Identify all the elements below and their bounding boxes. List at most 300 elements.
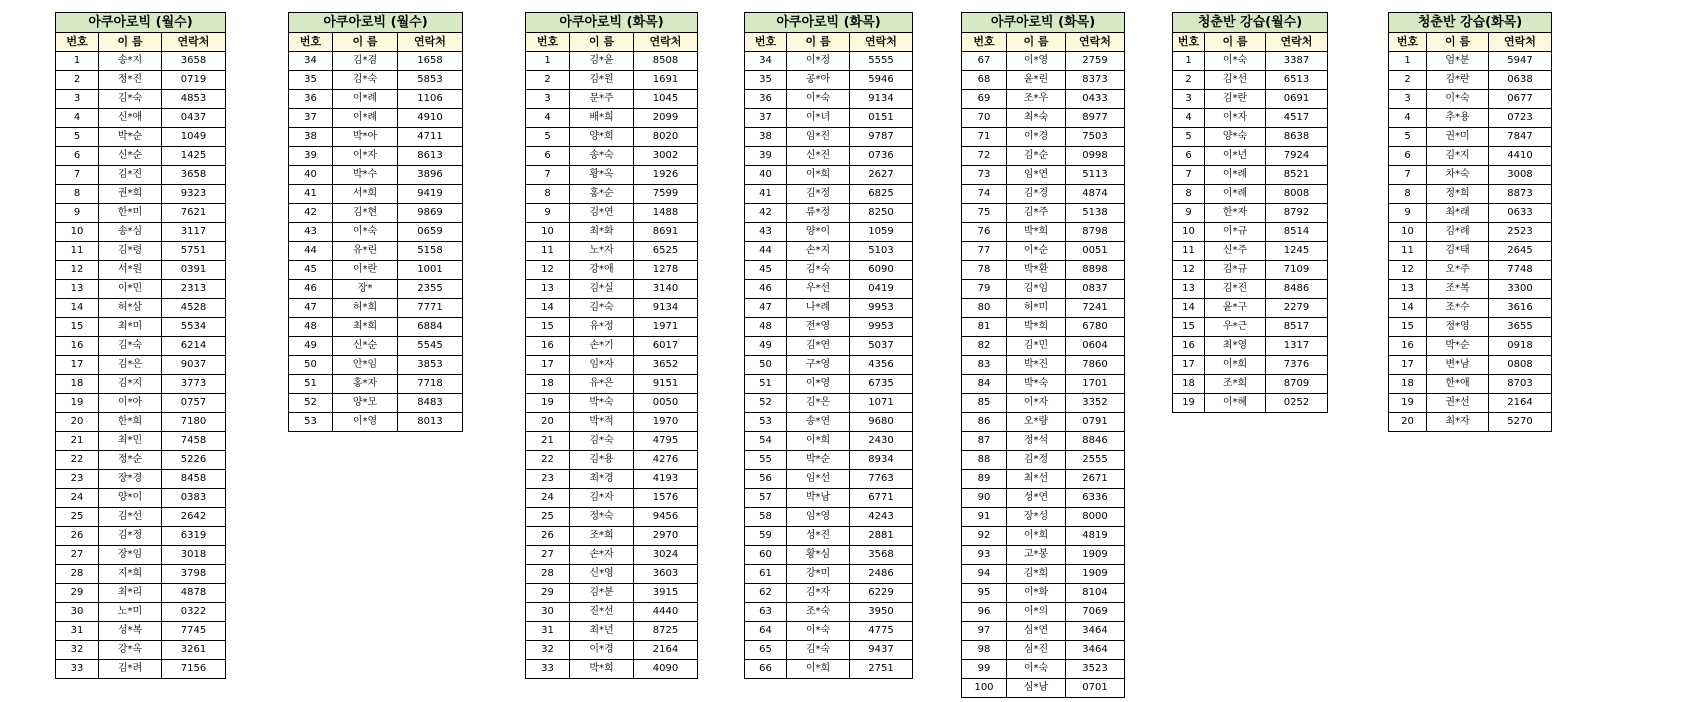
cell-number: 45 [745,261,787,280]
cell-phone: 9037 [162,356,226,375]
cell-phone: 2164 [1489,394,1552,413]
table-row [1173,90,1328,109]
cell-phone: 3658 [162,52,226,71]
cell-number: 20 [56,413,99,432]
cell-name: 추*용 [1427,109,1489,128]
cell-phone: 4090 [634,660,698,679]
cell-name: 박*환 [1007,261,1066,280]
cell-number: 7 [1389,166,1427,185]
cell-name: 정*진 [99,71,162,90]
cell-number: 26 [526,527,570,546]
cell-name: 홍*자 [333,375,398,394]
cell-name: 손*기 [570,337,634,356]
cell-phone: 2164 [634,641,698,660]
cell-name: 최*영 [1205,337,1266,356]
header-name: 이 름 [99,33,162,52]
cell-name: 박*희 [1007,318,1066,337]
table-row [962,71,1125,90]
cell-name: 강*애 [570,261,634,280]
cell-phone: 1278 [634,261,698,280]
table-row [526,280,698,299]
cell-name: 김*분 [570,584,634,603]
cell-name: 이*화 [1007,584,1066,603]
cell-number: 34 [289,52,333,71]
cell-name: 이*숙 [1427,90,1489,109]
cell-phone: 1245 [1266,242,1328,261]
cell-number: 2 [56,71,99,90]
cell-phone: 1059 [850,223,913,242]
cell-name: 변*남 [1427,356,1489,375]
cell-phone: 3387 [1266,52,1328,71]
cell-phone: 6771 [850,489,913,508]
cell-number: 25 [56,508,99,527]
cell-phone: 5751 [162,242,226,261]
cell-number: 16 [56,337,99,356]
table-row [1389,280,1552,299]
cell-name: 이*숙 [333,223,398,242]
cell-phone: 5555 [850,52,913,71]
cell-phone: 2671 [1066,470,1125,489]
cell-number: 91 [962,508,1007,527]
cell-phone: 0633 [1489,204,1552,223]
cell-number: 14 [56,299,99,318]
table-row [1173,299,1328,318]
table-row [962,641,1125,660]
cell-name: 한*미 [99,204,162,223]
cell-number: 31 [56,622,99,641]
table-row [56,527,226,546]
cell-phone: 5534 [162,318,226,337]
cell-number: 4 [526,109,570,128]
table-row [962,128,1125,147]
cell-name: 이*영 [1007,52,1066,71]
table-row [745,489,913,508]
cell-phone: 4356 [850,356,913,375]
cell-name: 최*희 [333,318,398,337]
cell-number: 62 [745,584,787,603]
table-row [745,527,913,546]
table-row [526,242,698,261]
table-row [1389,90,1552,109]
cell-phone: 5113 [1066,166,1125,185]
cell-name: 최*민 [99,432,162,451]
table-row [962,660,1125,679]
table-header-row [745,33,913,52]
table-row [962,413,1125,432]
cell-name: 이*례 [333,90,398,109]
table-title-row [745,13,913,33]
table-row [745,622,913,641]
cell-phone: 2523 [1489,223,1552,242]
cell-number: 16 [1173,337,1205,356]
cell-phone: 6214 [162,337,226,356]
cell-phone: 1970 [634,413,698,432]
table-row [1173,52,1328,71]
table-row [526,546,698,565]
cell-phone: 6780 [1066,318,1125,337]
table-row [56,565,226,584]
cell-name: 권*희 [99,185,162,204]
table-row [56,261,226,280]
cell-number: 53 [745,413,787,432]
cell-number: 14 [526,299,570,318]
cell-phone: 8691 [634,223,698,242]
table-row [526,603,698,622]
cell-phone: 5947 [1489,52,1552,71]
cell-number: 15 [1173,318,1205,337]
table-row [289,185,463,204]
cell-number: 18 [1389,375,1427,394]
table-row [1389,185,1552,204]
cell-number: 46 [289,280,333,299]
table-row [1389,223,1552,242]
cell-name: 이*정 [787,52,850,71]
table-row [1173,166,1328,185]
cell-name: 송*연 [787,413,850,432]
table-row [526,223,698,242]
cell-phone: 8638 [1266,128,1328,147]
cell-number: 4 [56,109,99,128]
cell-number: 65 [745,641,787,660]
cell-phone: 3523 [1066,660,1125,679]
cell-name: 강*미 [787,565,850,584]
table-row [745,280,913,299]
cell-number: 37 [745,109,787,128]
table-row [1389,52,1552,71]
cell-name: 양*이 [787,223,850,242]
cell-phone: 4874 [1066,185,1125,204]
table-row [526,204,698,223]
cell-phone: 8703 [1489,375,1552,394]
header-name: 이 름 [333,33,398,52]
cell-number: 37 [289,109,333,128]
table-row [962,109,1125,128]
table-row [1173,280,1328,299]
table-row [962,489,1125,508]
table-row [1389,356,1552,375]
cell-phone: 8898 [1066,261,1125,280]
table-row [56,52,226,71]
cell-name: 김*윤 [570,52,634,71]
cell-name: 김*자 [787,584,850,603]
table-row [745,52,913,71]
cell-number: 27 [526,546,570,565]
cell-phone: 0701 [1066,679,1125,698]
cell-phone: 7599 [634,185,698,204]
table-row [745,356,913,375]
cell-phone: 0918 [1489,337,1552,356]
table-row [526,622,698,641]
cell-number: 5 [526,128,570,147]
cell-phone: 0723 [1489,109,1552,128]
cell-name: 이*자 [1007,394,1066,413]
table-row [289,147,463,166]
cell-number: 20 [526,413,570,432]
cell-phone: 0391 [162,261,226,280]
cell-phone: 7376 [1266,356,1328,375]
cell-phone: 0659 [398,223,463,242]
cell-number: 12 [1389,261,1427,280]
table-header-row [962,33,1125,52]
table-row [962,337,1125,356]
cell-phone: 4711 [398,128,463,147]
cell-number: 40 [289,166,333,185]
cell-name: 박*희 [1007,223,1066,242]
table-row [56,546,226,565]
cell-number: 9 [56,204,99,223]
cell-number: 52 [289,394,333,413]
cell-phone: 4775 [850,622,913,641]
table-row [745,242,913,261]
cell-number: 12 [56,261,99,280]
table-row [56,128,226,147]
cell-name: 박*남 [787,489,850,508]
cell-phone: 6825 [850,185,913,204]
cell-name: 박*적 [570,413,634,432]
cell-phone: 7503 [1066,128,1125,147]
cell-phone: 1658 [398,52,463,71]
table-row [962,394,1125,413]
table-row [289,280,463,299]
cell-phone: 2881 [850,527,913,546]
cell-name: 김*지 [1427,147,1489,166]
cell-phone: 4795 [634,432,698,451]
cell-phone: 0383 [162,489,226,508]
table-row [56,394,226,413]
cell-name: 김*겸 [333,52,398,71]
cell-phone: 1926 [634,166,698,185]
cell-phone: 8483 [398,394,463,413]
cell-phone: 1317 [1266,337,1328,356]
cell-name: 노*미 [99,603,162,622]
cell-name: 김*규 [1205,261,1266,280]
cell-name: 김*순 [1007,147,1066,166]
table-row [1173,147,1328,166]
table-row [962,470,1125,489]
cell-name: 조*우 [1007,90,1066,109]
cell-name: 강*옥 [99,641,162,660]
cell-name: 장*성 [1007,508,1066,527]
cell-name: 윤*구 [1205,299,1266,318]
cell-phone: 3261 [162,641,226,660]
cell-number: 18 [1173,375,1205,394]
table-row [56,109,226,128]
cell-phone: 8250 [850,204,913,223]
cell-name: 장* [333,280,398,299]
cell-number: 19 [56,394,99,413]
header-phone: 연락처 [634,33,698,52]
table-row [745,109,913,128]
table-row [526,299,698,318]
cell-phone: 3616 [1489,299,1552,318]
cell-phone: 6525 [634,242,698,261]
header-phone: 연락처 [850,33,913,52]
cell-name: 이*란 [333,261,398,280]
table-row [745,413,913,432]
cell-phone: 5138 [1066,204,1125,223]
table-header-row [56,33,226,52]
cell-number: 42 [745,204,787,223]
table-row [289,223,463,242]
cell-name: 지*희 [99,565,162,584]
cell-name: 이*희 [787,432,850,451]
header-phone: 연락처 [1489,33,1552,52]
table-row [745,394,913,413]
table-title-row [56,13,226,33]
table-title: 아쿠아로빅 (월수) [289,13,463,33]
cell-number: 79 [962,280,1007,299]
cell-name: 조*희 [570,527,634,546]
cell-phone: 5037 [850,337,913,356]
cell-phone: 0691 [1266,90,1328,109]
header-number: 번호 [1389,33,1427,52]
table-row [1173,223,1328,242]
cell-number: 23 [526,470,570,489]
table-row [56,280,226,299]
cell-name: 한*희 [99,413,162,432]
table-row [745,470,913,489]
cell-phone: 0604 [1066,337,1125,356]
cell-number: 56 [745,470,787,489]
cell-phone: 0151 [850,109,913,128]
cell-phone: 8934 [850,451,913,470]
table-row [962,261,1125,280]
cell-phone: 7763 [850,470,913,489]
table-row [962,622,1125,641]
cell-phone: 4878 [162,584,226,603]
cell-phone: 8846 [1066,432,1125,451]
cell-phone: 8725 [634,622,698,641]
header-number: 번호 [526,33,570,52]
cell-name: 최*선 [1007,470,1066,489]
table-row [289,261,463,280]
cell-name: 신*애 [99,109,162,128]
cell-phone: 0419 [850,280,913,299]
cell-phone: 4276 [634,451,698,470]
table-row [526,451,698,470]
table-row [56,451,226,470]
cell-number: 54 [745,432,787,451]
table-row [745,223,913,242]
table-row [962,565,1125,584]
cell-number: 15 [1389,318,1427,337]
cell-phone: 3464 [1066,641,1125,660]
cell-number: 28 [526,565,570,584]
cell-phone: 8514 [1266,223,1328,242]
cell-number: 3 [1389,90,1427,109]
table-row [56,204,226,223]
cell-name: 김*숙 [99,90,162,109]
cell-phone: 7847 [1489,128,1552,147]
table-title: 아쿠아로빅 (화목) [745,13,913,33]
table-title-row [1389,13,1552,33]
table-row [526,375,698,394]
cell-name: 최*숙 [1007,109,1066,128]
cell-name: 이*자 [1205,109,1266,128]
cell-number: 48 [289,318,333,337]
cell-phone: 9953 [850,299,913,318]
cell-phone: 3798 [162,565,226,584]
table-row [745,204,913,223]
cell-phone: 3568 [850,546,913,565]
cell-phone: 8873 [1489,185,1552,204]
cell-phone: 2430 [850,432,913,451]
cell-name: 김*연 [787,337,850,356]
cell-name: 이*희 [787,166,850,185]
cell-number: 19 [1389,394,1427,413]
cell-phone: 8977 [1066,109,1125,128]
cell-name: 우*근 [1205,318,1266,337]
cell-phone: 1045 [634,90,698,109]
table-row [962,147,1125,166]
cell-name: 장*경 [99,470,162,489]
cell-phone: 1701 [1066,375,1125,394]
table-row [962,52,1125,71]
table-row [745,71,913,90]
cell-phone: 9456 [634,508,698,527]
cell-name: 김*은 [787,394,850,413]
cell-number: 68 [962,71,1007,90]
table-row [56,432,226,451]
table-row [56,242,226,261]
cell-number: 5 [1173,128,1205,147]
cell-phone: 1691 [634,71,698,90]
cell-name: 윤*린 [1007,71,1066,90]
header-name: 이 름 [570,33,634,52]
cell-number: 31 [526,622,570,641]
cell-number: 44 [289,242,333,261]
cell-number: 19 [526,394,570,413]
cell-phone: 1576 [634,489,698,508]
cell-number: 13 [1389,280,1427,299]
cell-number: 13 [526,280,570,299]
table-row [56,641,226,660]
table-row [745,166,913,185]
roster-table-1 [55,12,226,679]
cell-phone: 7718 [398,375,463,394]
table-row [962,242,1125,261]
cell-number: 12 [1173,261,1205,280]
cell-number: 57 [745,489,787,508]
cell-phone: 4243 [850,508,913,527]
table-row [962,527,1125,546]
cell-number: 5 [56,128,99,147]
cell-name: 성*복 [99,622,162,641]
table-row [962,185,1125,204]
cell-name: 이*녀 [787,109,850,128]
cell-number: 76 [962,223,1007,242]
cell-phone: 1971 [634,318,698,337]
cell-phone: 1909 [1066,546,1125,565]
cell-name: 김*지 [99,375,162,394]
cell-name: 이*자 [333,147,398,166]
cell-phone: 5226 [162,451,226,470]
cell-number: 34 [745,52,787,71]
cell-number: 15 [526,318,570,337]
cell-name: 허*희 [333,299,398,318]
cell-number: 10 [526,223,570,242]
cell-phone: 2751 [850,660,913,679]
cell-phone: 3773 [162,375,226,394]
cell-number: 35 [745,71,787,90]
cell-number: 49 [745,337,787,356]
cell-number: 51 [289,375,333,394]
cell-phone: 4819 [1066,527,1125,546]
cell-phone: 9437 [850,641,913,660]
cell-phone: 3658 [162,166,226,185]
cell-phone: 8008 [1266,185,1328,204]
cell-number: 97 [962,622,1007,641]
